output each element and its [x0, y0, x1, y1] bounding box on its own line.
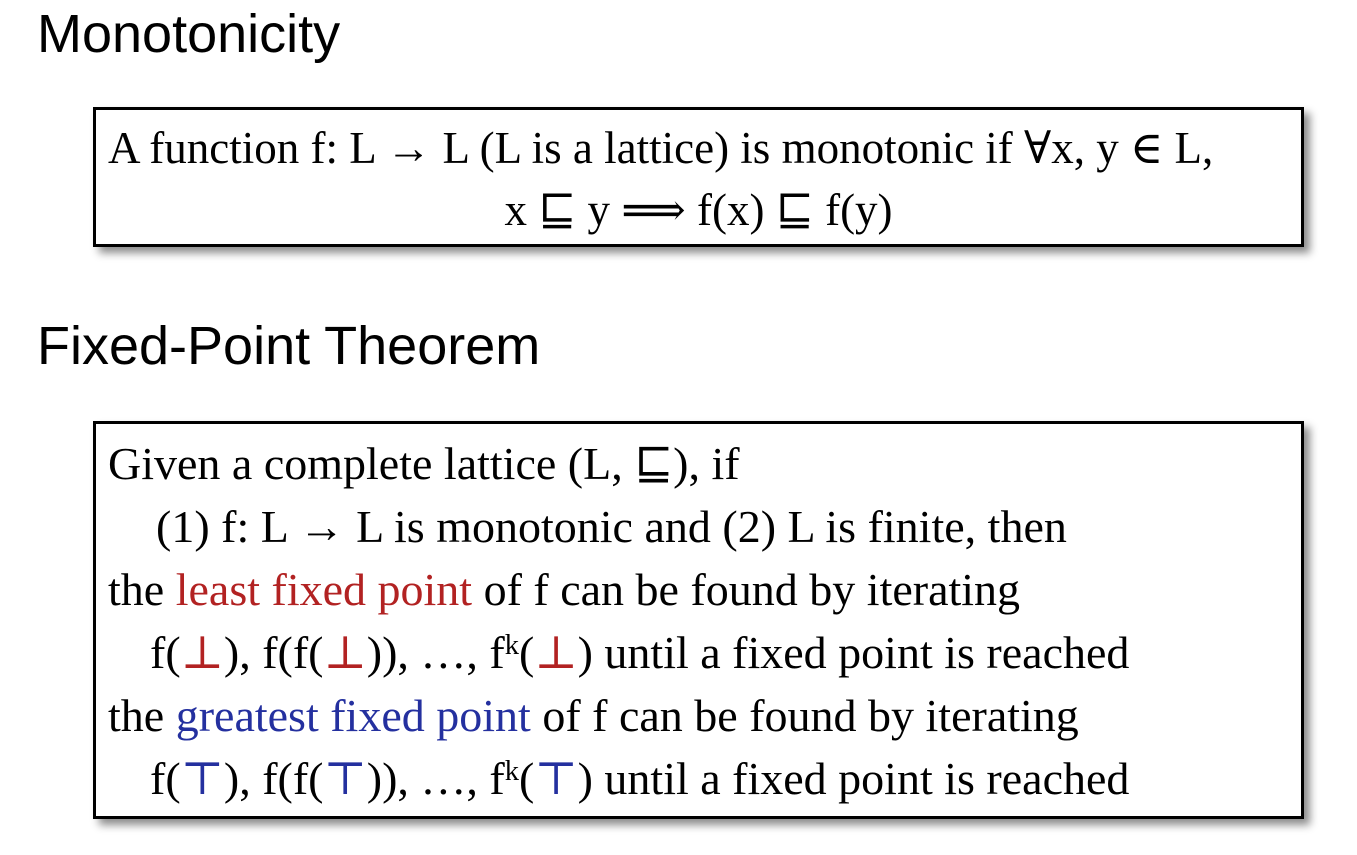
- bottom-symbol: ⊥: [180, 627, 224, 678]
- theorem-line-premise: Given a complete lattice (L, ⊑), if: [108, 438, 740, 489]
- monotonicity-definition-line-2: x ⊑ y ⟹ f(x) ⊑ f(y): [504, 185, 893, 235]
- text-segment: of f can be found by iterating: [530, 690, 1079, 741]
- top-symbol: ⊤: [534, 753, 578, 804]
- heading-fixed-point-theorem: Fixed-Point Theorem: [37, 316, 541, 376]
- monotonicity-definition-box: [93, 107, 1304, 247]
- heading-monotonicity: Monotonicity: [37, 4, 341, 64]
- text-segment: (: [519, 627, 535, 678]
- theorem-line-greatest-fixed-point: [108, 684, 1289, 747]
- bottom-symbol: ⊥: [534, 627, 578, 678]
- fixed-point-theorem-box: [93, 421, 1304, 819]
- theorem-line-least-fixed-point: [108, 558, 1289, 621]
- text-segment: )), …, f: [366, 753, 505, 804]
- text-segment: (: [519, 753, 535, 804]
- greatest-fixed-point-highlight: greatest fixed point: [175, 690, 531, 741]
- bottom-symbol: ⊥: [323, 627, 367, 678]
- text-segment: ), f(f(: [223, 627, 324, 678]
- text-segment: ) until a fixed point is reached: [577, 627, 1130, 678]
- text-segment: the: [108, 690, 176, 741]
- text-segment: f(: [150, 753, 181, 804]
- text-segment: ), f(f(: [223, 753, 324, 804]
- theorem-line-bottom-iteration: [108, 621, 1289, 684]
- top-symbol: ⊤: [180, 753, 224, 804]
- text-segment: f(: [150, 627, 181, 678]
- superscript-k: k: [504, 629, 519, 661]
- text-segment: ) until a fixed point is reached: [577, 753, 1130, 804]
- top-symbol: ⊤: [323, 753, 367, 804]
- superscript-k: k: [504, 755, 519, 787]
- text-segment: )), …, f: [366, 627, 505, 678]
- text-segment: the: [108, 564, 176, 615]
- least-fixed-point-highlight: least fixed point: [175, 564, 473, 615]
- monotonicity-definition-line-1: A function f: L → L (L is a lattice) is monotonic if ∀x, y ∈ L,: [108, 123, 1214, 173]
- text-segment: of f can be found by iterating: [472, 564, 1021, 615]
- theorem-line-conditions: (1) f: L → L is monotonic and (2) L is finite, then: [156, 501, 1067, 552]
- theorem-line-top-iteration: [108, 747, 1289, 810]
